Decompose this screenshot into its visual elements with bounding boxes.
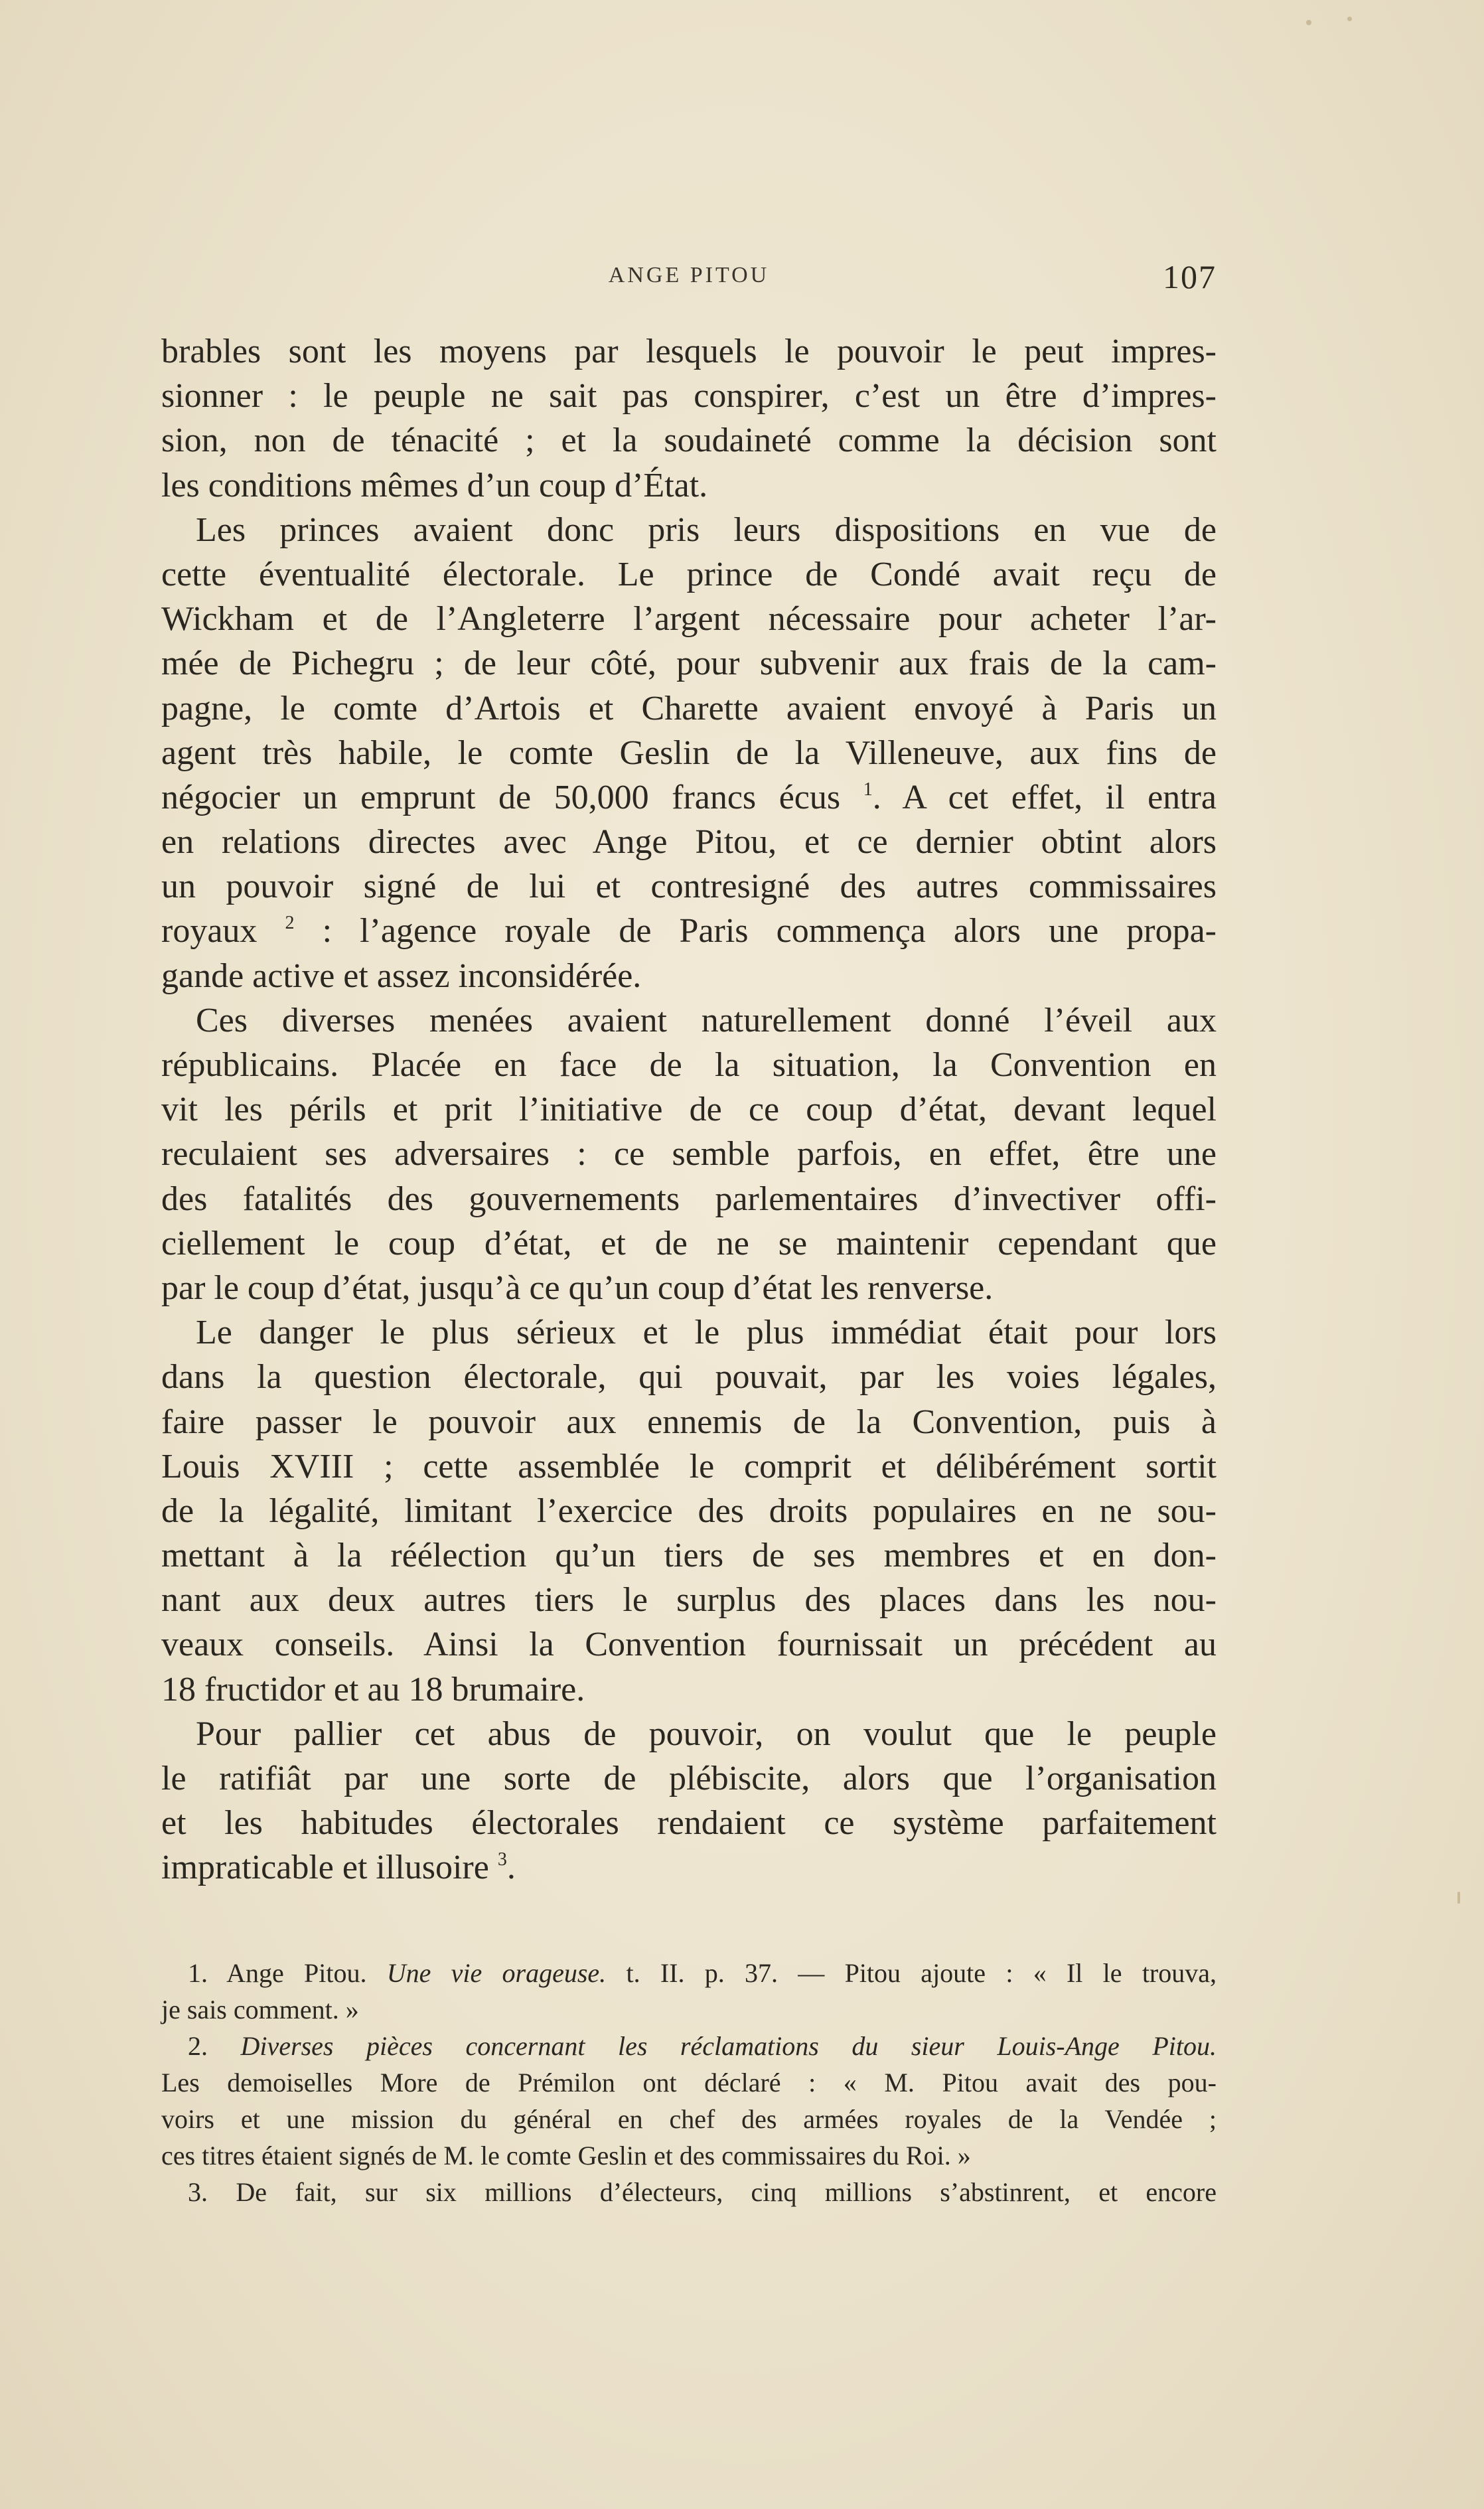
footnote-3 [161, 2174, 1217, 2210]
body-line [161, 1845, 1217, 1890]
paragraph-start-line: Pour pallier cet abus de pouvoir, on voulut que le peuple [196, 1714, 1217, 1753]
body-line: cette éventualité électorale. Le prince de Condé avait reçu de [161, 555, 1217, 593]
body-line: vit les périls et prit l’initiative de ce coup d’état, devant lequel [161, 1091, 1217, 1129]
footnote-text: De fait, sur six millions d’électeurs, cinq millions s’abstinrent, et encore [236, 2177, 1217, 2207]
footnote-text: Ange Pitou. [226, 1958, 387, 1988]
body-line: et les habitudes électorales rendaient ce système parfaitement [161, 1804, 1217, 1843]
body-line: pagne, le comte d’Artois et Charette avaient envoyé à Paris un [161, 689, 1217, 727]
body-line: 18 fructidor et au 18 brumaire. [161, 1670, 585, 1709]
body-text [161, 329, 1217, 1890]
footnote-title-italic: Une vie orageuse. [386, 1958, 607, 1988]
body-line: le ratifiât par une sorte de plébiscite, alors que l’organisation [161, 1760, 1217, 1797]
line-text: . [506, 1849, 516, 1887]
body-line: sionner : le peuple ne sait pas conspirer, c’est un être d’impres- [161, 377, 1217, 416]
footnotes [161, 1955, 1217, 2210]
body-line: reculaient ses adversaires : ce semble parfois, en effet, être une [161, 1135, 1217, 1174]
footnote-line: je sais comment. » [161, 1995, 359, 2024]
body-line: nant aux deux autres tiers le surplus des places dans les nou- [161, 1581, 1217, 1620]
footnote-number: 3. [188, 2177, 208, 2207]
body-line: gande active et assez inconsidérée. [161, 956, 642, 995]
footnote-line: Les demoiselles More de Prémilon ont déclaré : « M. Pitou avait des pou- [161, 2068, 1217, 2097]
body-line: veaux conseils. Ainsi la Convention fournissait un précédent au [161, 1626, 1217, 1664]
line-text: négocier un emprunt de 50,000 francs écus [161, 778, 863, 816]
footnote-1 [161, 1955, 1217, 1991]
footnote-2 [161, 2028, 1217, 2064]
paragraph-start-line: Ces diverses menées avaient naturellement donné l’éveil aux [196, 1001, 1217, 1039]
body-line: en relations directes avec Ange Pitou, et ce dernier obtint alors [161, 823, 1217, 862]
running-title: ANGE PITOU [608, 263, 770, 287]
body-line: sion, non de ténacité ; et la soudaineté comme la décision sont [161, 421, 1217, 460]
running-header [161, 258, 1217, 297]
line-text: . A cet effet, il entra [872, 778, 1217, 816]
footnote-title-italic: Diverses pièces concernant les réclamations du sieur Louis-Ange Pitou. [240, 2031, 1217, 2061]
footnote-ref-2[interactable]: 2 [285, 913, 295, 934]
body-line [161, 775, 1217, 820]
line-text: : l’agence royale de Paris commença alors une propa- [294, 912, 1217, 950]
body-line: les conditions mêmes d’un coup d’État. [161, 466, 708, 504]
paragraph-start-line: Les princes avaient donc pris leurs dispositions en vue de [196, 510, 1217, 549]
body-line: agent très habile, le comte Geslin de la Villeneuve, aux fins de [161, 733, 1217, 772]
footnote-number: 1. [188, 1958, 208, 1988]
footnote-text: t. II. p. 37. — Pitou ajoute : « Il le trouva, [606, 1958, 1217, 1988]
footnote-ref-3[interactable]: 3 [497, 1849, 507, 1870]
line-text: impraticable et illusoire [161, 1849, 498, 1887]
body-line: Louis XVIII ; cette assemblée le comprit et délibérément sortit [161, 1447, 1217, 1485]
line-text: royaux [161, 912, 285, 950]
footnote-ref-1[interactable]: 1 [863, 779, 873, 800]
body-line: par le coup d’état, jusqu’à ce qu’un coup d’état les renverse. [161, 1268, 994, 1307]
body-line: brables sont les moyens par lesquels le pouvoir le peut impres- [161, 333, 1217, 370]
body-line: un pouvoir signé de lui et contresigné des autres commissaires [161, 868, 1217, 906]
paper-speck [1306, 20, 1311, 25]
body-line: ciellement le coup d’état, et de ne se maintenir cependant que [161, 1224, 1217, 1262]
paper-speck [1347, 17, 1352, 21]
body-line: faire passer le pouvoir aux ennemis de la Convention, puis à [161, 1403, 1217, 1441]
body-line: des fatalités des gouvernements parlementaires d’invectiver offi- [161, 1179, 1217, 1218]
body-line: républicains. Placée en face de la situation, la Convention en [161, 1046, 1217, 1084]
body-line: mettant à la réélection qu’un tiers de ses membres et en don- [161, 1537, 1217, 1575]
footnote-line: voirs et une mission du général en chef des armées royales de la Vendée ; [161, 2104, 1217, 2134]
footnote-line: ces titres étaient signés de M. le comte Geslin et des commissaires du Roi. » [161, 2141, 971, 2170]
body-line [161, 909, 1217, 953]
body-line: Wickham et de l’Angleterre l’argent nécessaire pour acheter l’ar- [161, 600, 1217, 639]
paragraph-start-line: Le danger le plus sérieux et le plus immédiat était pour lors [196, 1314, 1217, 1352]
body-line: mée de Pichegru ; de leur côté, pour subvenir aux frais de la cam- [161, 645, 1217, 683]
body-line: de la légalité, limitant l’exercice des droits populaires en ne sou- [161, 1491, 1217, 1530]
paper-speck [1457, 1892, 1460, 1904]
footnote-number: 2. [188, 2031, 208, 2061]
page-number: 107 [1163, 258, 1217, 295]
body-line: dans la question électorale, qui pouvait, par les voies légales, [161, 1358, 1217, 1397]
